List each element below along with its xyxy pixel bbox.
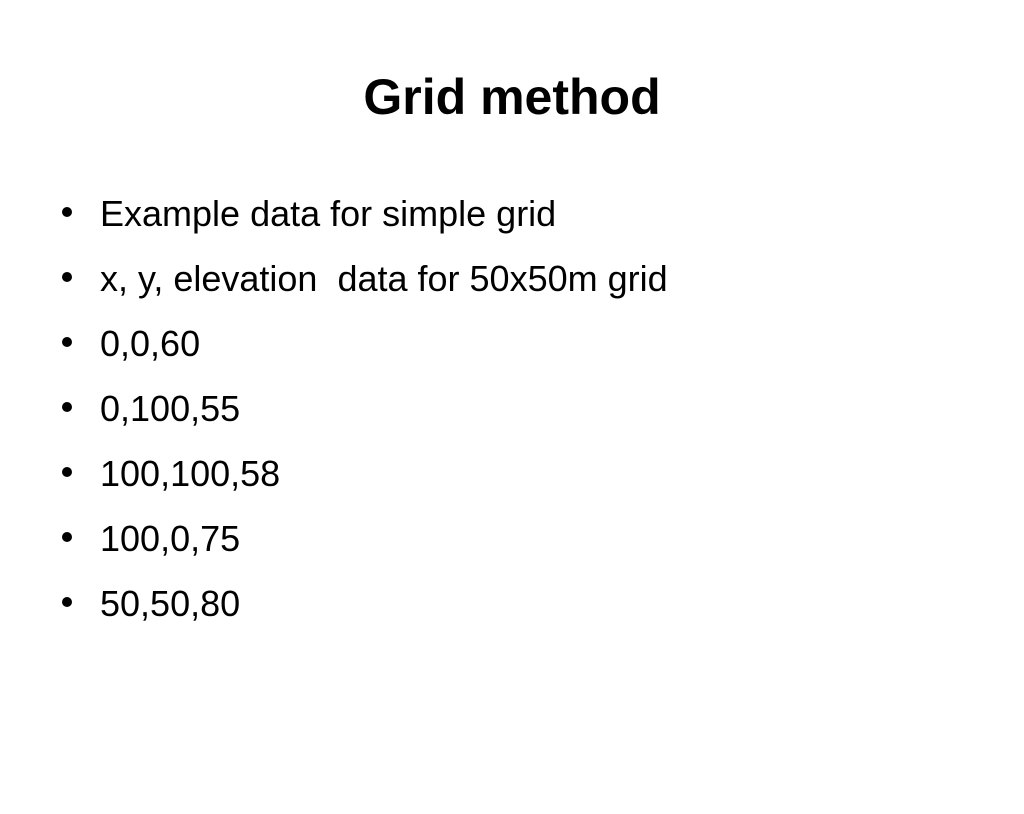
bullet-item	[62, 314, 201, 379]
bullet-point-icon	[62, 467, 72, 477]
bullet-text: 100,0,75	[100, 518, 241, 559]
bullet-item	[62, 444, 281, 509]
bullet-point-icon	[62, 272, 72, 282]
slide-title: Grid method	[363, 69, 661, 125]
bullet-point-icon	[62, 597, 72, 607]
bullet-list	[62, 184, 668, 639]
bullet-item	[62, 249, 668, 314]
bullet-item	[62, 184, 557, 249]
bullet-item	[62, 574, 241, 639]
bullet-point-icon	[62, 402, 72, 412]
bullet-text: 50,50,80	[100, 583, 241, 624]
bullet-text: Example data for simple grid	[100, 193, 557, 234]
bullet-item	[62, 509, 241, 574]
bullet-text: x, y, elevation data for 50x50m grid	[100, 258, 668, 299]
bullet-point-icon	[62, 207, 72, 217]
bullet-point-icon	[62, 532, 72, 542]
bullet-point-icon	[62, 337, 72, 347]
bullet-text: 0,100,55	[100, 388, 241, 429]
bullet-text: 0,0,60	[100, 323, 201, 364]
bullet-text: 100,100,58	[100, 453, 281, 494]
bullet-item	[62, 379, 241, 444]
